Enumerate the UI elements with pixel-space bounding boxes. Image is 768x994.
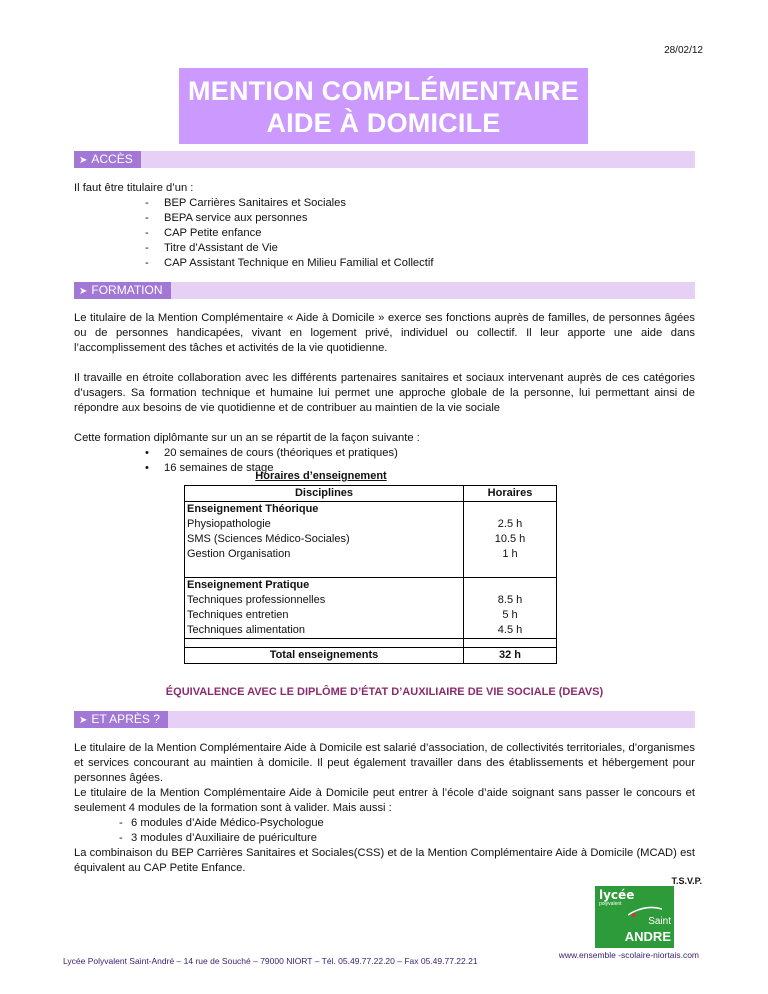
footer-address: Lycée Polyvalent Saint-André – 14 rue de Souché – 79000 NIORT – Tél. 05.49.77.22.20 – Fax 05.49.77.22.21 <box>63 956 478 966</box>
section-acces-label: ACCÈS <box>91 152 133 166</box>
acces-item: CAP Assistant Technique en Milieu Familial et Collectif <box>164 257 434 269</box>
total-value: 32 h <box>464 648 557 664</box>
section-acces-tab <box>74 151 141 168</box>
formation-bullet: 16 semaines de stage <box>164 462 274 474</box>
acces-item: BEP Carrières Sanitaires et Sociales <box>164 197 346 209</box>
acces-item: CAP Petite enfance <box>164 227 262 239</box>
apres-item: 3 modules d’Auxiliaire de puériculture <box>131 832 317 844</box>
table-header-row <box>185 486 557 502</box>
table-cell-value: 1 h <box>502 548 518 560</box>
table-cell-value: 4.5 h <box>497 624 523 636</box>
document-date: 28/02/12 <box>664 45 703 56</box>
logo-text-polyvalent: polyvalent <box>599 901 622 907</box>
footer-website: www.ensemble -scolaire-niortais.com <box>558 950 699 960</box>
list-item: - <box>119 832 123 844</box>
title-line-2: AIDE À DOMICILE <box>266 108 501 138</box>
hours-table <box>184 485 557 664</box>
table-total-row <box>185 648 557 664</box>
section-formation-label: FORMATION <box>91 283 163 297</box>
col-horaires: Horaires <box>464 486 557 502</box>
practice-heading: Enseignement Pratique <box>187 579 310 591</box>
formation-paragraph-3: Cette formation diplômante sur un an se répartit de la façon suivante : <box>74 432 420 444</box>
logo-text-lycee: lycée <box>599 888 635 902</box>
section-acces-header <box>74 151 695 168</box>
section-apres-tab <box>74 711 168 728</box>
table-cell-label: Techniques professionnelles <box>187 594 326 606</box>
theory-heading: Enseignement Théorique <box>187 503 319 515</box>
spacer <box>187 562 461 577</box>
apres-paragraph-3: La combinaison du BEP Carrières Sanitaires et Sociales(CSS) et de la Mention Complémentaire Aide à Domicile (MCAD) est équivalent au CAP Petite Enfance. <box>74 847 695 874</box>
chevron-right-icon: ➤ <box>79 286 88 297</box>
list-item: - <box>119 817 123 829</box>
apres-paragraph-2: Le titulaire de la Mention Complémentaire Aide à Domicile peut entrer à l’école d’aide soignant sans passer le concours et seulement 4 modules de la formation sont à valider. Mais aussi : <box>74 787 695 814</box>
chevron-right-icon: ➤ <box>79 155 88 166</box>
table-cell <box>464 639 557 648</box>
list-item: - <box>145 257 149 269</box>
table-cell-label: Gestion Organisation <box>187 548 291 560</box>
table-cell <box>185 639 464 648</box>
formation-paragraph-1: Le titulaire de la Mention Complémentaire « Aide à Domicile » exerce ses fonctions auprès de familles, de personnes âgées ou de personnes handicapées, vivant en logement privé, individuel ou collectif. Il leur apporte une aide dans l’accomplissement des tâches et activités de la vie quotidienne. <box>74 312 695 354</box>
bullet-icon: • <box>145 462 149 474</box>
section-formation-header <box>74 282 695 299</box>
spacer <box>466 578 554 593</box>
section-formation-tab <box>74 282 171 299</box>
equivalence-note: ÉQUIVALENCE AVEC LE DIPLÔME D’ÉTAT D’AUXILIAIRE DE VIE SOCIALE (DEAVS) <box>165 686 604 698</box>
section-apres-header <box>74 711 695 728</box>
logo-text-saint: Saint <box>648 916 671 927</box>
tsvp-note: T.S.V.P. <box>671 876 702 886</box>
list-item: - <box>145 212 149 224</box>
apres-item: 6 modules d’Aide Médico-Psychologue <box>131 817 324 829</box>
table-row <box>185 578 557 639</box>
list-item: - <box>145 197 149 209</box>
title-banner <box>179 68 588 144</box>
apres-paragraph-1: Le titulaire de la Mention Complémentaire Aide à Domicile est salarié d’association, de collectivités territoriales, d’organismes et services concourant au maintien à domicile. Il peut également travailler dans des établissements et hébergement pour personnes âgées. <box>74 742 695 784</box>
formation-bullet: 20 semaines de cours (théoriques et pratiques) <box>164 447 398 459</box>
table-title: Horaires d’enseignement <box>255 470 387 482</box>
table-cell-value: 5 h <box>502 609 518 621</box>
col-disciplines: Disciplines <box>185 486 464 502</box>
logo-text-andre: ANDRE <box>624 929 671 944</box>
chevron-right-icon: ➤ <box>79 715 88 726</box>
table-cell <box>185 578 464 639</box>
table-cell-label: Physiopathologie <box>187 518 271 530</box>
table-cell <box>464 578 557 639</box>
bullet-icon: • <box>145 447 149 459</box>
spacer <box>466 502 554 517</box>
title-line-1: MENTION COMPLÉMENTAIRE <box>188 76 579 106</box>
table-cell-value: 10.5 h <box>494 533 526 545</box>
acces-item: BEPA service aux personnes <box>164 212 308 224</box>
school-logo <box>595 886 674 948</box>
total-label: Total enseignements <box>185 648 464 664</box>
acces-intro: Il faut être titulaire d’un : <box>74 182 194 194</box>
table-row <box>185 639 557 648</box>
table-cell <box>185 502 464 578</box>
table-cell-label: Techniques alimentation <box>187 624 306 636</box>
table-cell-label: SMS (Sciences Médico-Sociales) <box>187 533 350 545</box>
formation-paragraph-2: Il travaille en étroite collaboration avec les différents partenaires sanitaires et sociaux intervenant auprès de ces catégories d’usagers. Sa formation technique et humaine lui permet une approche globale de la personne, lui permettant ainsi de répondre aux besoins de vie quotidienne et de contribuer au maintien de la vie sociale <box>74 372 695 414</box>
spacer <box>466 562 554 577</box>
table-cell <box>464 502 557 578</box>
table-cell-value: 8.5 h <box>497 594 523 606</box>
list-item: - <box>145 242 149 254</box>
acces-item: Titre d’Assistant de Vie <box>164 242 278 254</box>
table-cell-label: Techniques entretien <box>187 609 289 621</box>
section-apres-label: ET APRÈS ? <box>91 712 160 726</box>
list-item: - <box>145 227 149 239</box>
table-cell-value: 2.5 h <box>497 518 523 530</box>
table-row <box>185 502 557 578</box>
